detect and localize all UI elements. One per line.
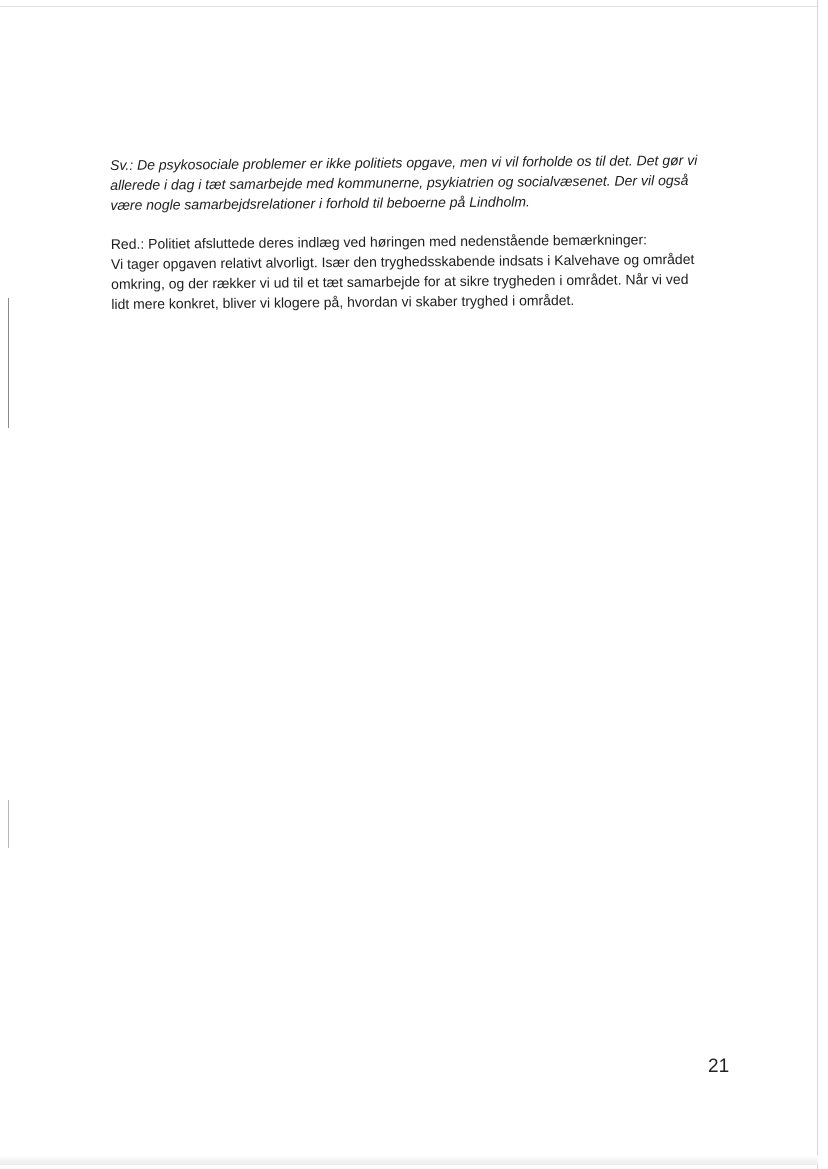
text-line: Sv.: De psykosociale problemer er ikke politiets opgave, men vi vil forholde os til det. Det gør vi	[110, 151, 698, 173]
text-line: omkring, og der rækker vi ud til et tæt samarbejde for at sikre trygheden i området. Når vi ved	[111, 270, 689, 292]
page-number: 21	[708, 1056, 730, 1077]
text-line: lidt mere konkret, bliver vi klogere på, hvordan vi skaber tryghed i området.	[111, 291, 575, 312]
scan-edge-top	[0, 6, 818, 7]
answer-paragraph	[110, 149, 750, 215]
text-line: Red.: Politiet afsluttede deres indlæg ved høringen med nedenstående bemærkninger:	[110, 231, 648, 252]
text-line: være nogle samarbejdsrelationer i forhold til beboerne på Lindholm.	[110, 193, 530, 213]
scan-mark-left	[8, 298, 9, 428]
text-line: Vi tager opgaven relativt alvorligt. Især den tryghedsskabende indsats i Kalvehave og området	[110, 250, 695, 272]
document-body	[110, 149, 752, 333]
scan-edge-right	[817, 0, 818, 1169]
scan-edge-bottom	[0, 1155, 818, 1165]
scan-mark-left-lower	[8, 800, 9, 848]
text-line: allerede i dag i tæt samarbejde med kommunerne, psykiatrien og socialvæsenet. Der vil også	[110, 171, 689, 193]
editor-paragraph	[111, 228, 752, 314]
